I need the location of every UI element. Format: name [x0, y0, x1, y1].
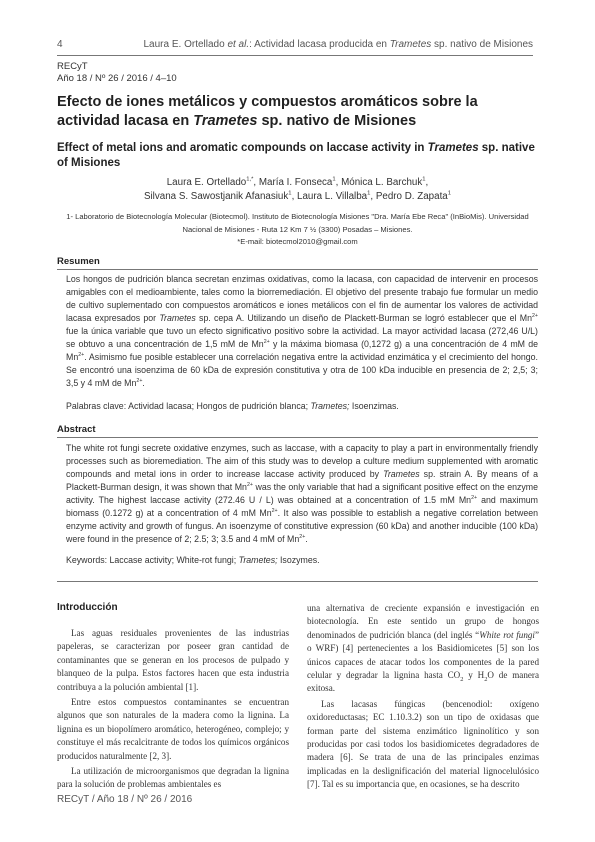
- resumen-sup: 2+: [263, 339, 270, 346]
- keywords-genus: Trametes;: [310, 401, 350, 411]
- intro-sub: 2: [484, 675, 488, 683]
- author-name: Silvana S. Sawostjanik Afanasiuk: [143, 191, 289, 202]
- page-footer: RECyT / Año 18 / Nº 26 / 2016: [57, 794, 193, 805]
- abstract-body: [66, 442, 538, 546]
- resumen-genus: Trametes: [159, 313, 196, 323]
- title-en-before: Effect of metal ions and aromatic compounds on laccase activity in: [57, 142, 428, 154]
- intro-paragraph: La utilización de microorganismos que degradan la lignina para la solución de problemas ambientales es: [57, 766, 289, 790]
- keywords-text: Isoenzimas.: [349, 401, 399, 411]
- author-sup: 1: [447, 190, 452, 197]
- abstract-text: was the only variable that had a significant positive effect on the enzyme activity. The highest laccase activity (272.46 U / L) was obtained at a concentration of 1.5 mM Mn: [66, 482, 539, 505]
- author-sup: 1: [367, 190, 371, 197]
- abstract-rule: [57, 437, 538, 438]
- abstract-text: and maximum biomass (0.1272 g) at a concentration of 4 mM Mn: [66, 495, 539, 518]
- journal-issue: Año 18 / Nº 26 / 2016 / 4–10: [57, 73, 177, 84]
- page-number: 4: [57, 39, 63, 50]
- keywords-text: Palabras clave: Actividad lacasa; Hongos de pudrición blanca;: [66, 401, 311, 411]
- running-header-prefix: Laura E. Ortellado: [143, 39, 228, 50]
- author-line-1: Laura E. Ortellado$^{1,*}$, María I. Fonseca$^1$, Mónica L. Barchuk$^1$,: [166, 176, 429, 188]
- resumen-text: fue la única variable que tuvo un efecto significativo positivo sobre la actividad. La mayor actividad lacasa (272,46 U/L) se obtuvo a una concentración de 1,5 mM de Mn: [66, 326, 538, 349]
- keywords: [66, 554, 538, 566]
- resumen-text: .: [142, 378, 145, 388]
- author-name: Laura E. Ortellado: [166, 177, 247, 188]
- running-header-suffix: sp. nativo de Misiones: [431, 39, 533, 50]
- intro-left-column: [57, 602, 289, 794]
- abstract-sup: 2+: [299, 534, 306, 541]
- title-english: [57, 141, 537, 171]
- title-en-genus: Trametes: [427, 142, 479, 154]
- intro-text: ” o WRF) [4] pertenecientes a los Basidiomicetes [5] son los únicos capaces de atacar todos los componentes de la pared celular y degradar la lignina hasta CO: [307, 629, 539, 681]
- running-header-etal: et al.: [227, 39, 250, 50]
- abstract-sup: 2+: [471, 495, 478, 502]
- intro-text: una alternativa de creciente expansión e investigación en biotecnología. En este sentido un grupo de hongos denominados de pudrición blanca (del inglés “: [307, 603, 539, 640]
- author-sup: 1: [332, 176, 336, 183]
- affiliation-text: 1- Laboratorio de Biotecnología Molecular (Biotecmol). Instituto de Biotecnología Misiones "Dra. María Ebe Reca" (InBioMis). Universidad Nacional de Misiones - Ruta 12 Km 7 ½ (3300) Posadas – Misiones.: [66, 212, 529, 234]
- running-header: [144, 39, 534, 50]
- abstract-bottom-rule: [57, 581, 538, 582]
- abstract-text: sp. strain A. By means of a Plackett-Burman design, it was shown that Mn: [66, 469, 538, 492]
- author-name: Pedro D. Zapata: [375, 191, 448, 202]
- abstract-text: .: [305, 534, 308, 544]
- intro-heading: Introducción: [57, 602, 118, 613]
- resumen-sup: 2+: [78, 352, 85, 359]
- author-sup: 1: [422, 176, 426, 183]
- intro-paragraph: Las lacasas fúngicas (bencenodiol: oxígeno oxidoreductasas; EC 1.10.3.2) son un tipo de oxidasas que forman parte del sistema enzimático ligninolítico y son producidas por casi todos los basidiomicetes degradadores de madera [6]. Se trata de una de las principales enzimas implicadas en la deslignificación del material lignocelulósico [7]. Tal es su importancia que, en ocasiones, se ha descrito: [307, 698, 539, 790]
- abstract-sup: 2+: [246, 482, 253, 489]
- resumen-sup: 2+: [531, 313, 538, 320]
- title-es-before: Efecto de iones metálicos y compuestos aromáticos sobre la actividad lacasa en: [57, 94, 478, 129]
- author-name: María I. Fonseca: [258, 177, 333, 188]
- running-header-genus: Trametes: [389, 39, 432, 50]
- abstract-text: . It also was possible to establish a negative correlation between enzyme activity and growth of fungus. An isoenzyme of constitutive expression (60 kDa) and another inducible (100 kDa) were found in the presence of 2; 2.5; 3; 3.5 and 4 mM of Mn: [66, 508, 539, 544]
- corresponding-email: *E-mail: biotecmol2010@gmail.com: [237, 237, 358, 246]
- keywords-genus: Trametes;: [238, 555, 278, 565]
- intro-right-column: [307, 602, 539, 794]
- abstract-heading: Abstract: [57, 424, 96, 435]
- resumen-body: [66, 273, 538, 390]
- intro-paragraph: [307, 602, 539, 696]
- resumen-text: Los hongos de pudrición blanca secretan enzimas oxidativas, como la lacasa, con capacidad de intervenir en procesos amigables con el medioambiente, tales como la biorremediación. El objetivo del presente trabajo fue formular un medio de cultivo suplementado con compuestos aromáticos e iones metálicos con el fin de aumentar los valores de actividad lacasa expresados por: [66, 274, 538, 323]
- author-list: [57, 176, 538, 204]
- abstract-text: The white rot fungi secrete oxidative enzymes, such as laccase, with a capacity to play a part in environmentally friendly processes such as bioremediation. The aim of this study was to develop a culture medium supplemented with aromatic compounds and metal ions in order to increase laccase activity produced by: [66, 443, 538, 479]
- journal-info: [57, 61, 177, 85]
- title-es-after: sp. nativo de Misiones: [257, 113, 417, 129]
- running-header-mid: : Actividad lacasa producida en: [249, 39, 390, 50]
- resumen-rule: [57, 269, 538, 270]
- keywords-text: Keywords: Laccase activity; White-rot fungi;: [66, 555, 239, 565]
- title-es-genus: Trametes: [193, 113, 258, 129]
- resumen-text: sp. cepa A. Utilizando un diseño de Plackett-Burman se logró establecer que el Mn: [195, 313, 532, 323]
- intro-text: O de manera exitosa.: [307, 670, 539, 694]
- intro-paragraph: Las aguas residuales provenientes de las industrias papeleras, se caracterizan por poseer gran cantidad de contaminantes que se generan en los procesos de pulpado y blanqueo de la pulpa. Estos factores hacen que esta industria contribuya a la polución ambiental [1].: [57, 628, 289, 692]
- affiliation: [57, 211, 538, 249]
- title-en-after: sp. native of Misiones: [57, 142, 535, 169]
- author-sup: 1,*: [246, 176, 254, 183]
- author-sup: 1: [288, 190, 292, 197]
- keywords-text: Isozymes.: [277, 555, 320, 565]
- abstract-sup: 2+: [271, 508, 278, 515]
- journal-name: RECyT: [57, 61, 88, 72]
- resumen-text: y la máxima biomasa (0,1272 g) a una concentración de 4 mM de Mn: [66, 339, 538, 362]
- header-rule: [57, 55, 533, 56]
- abstract-genus: Trametes: [383, 469, 420, 479]
- resumen-text: . Asimismo fue posible establecer una correlación negativa entre la actividad enzimática y el crecimiento del hongo. Se encontró una isoenzima de 60 kDa de expresión constitutiva y otra de 100 kDa inducible en presencia de 2; 2,5; 3; 3,5 y 4 mM de Mn: [66, 352, 538, 388]
- author-name: Laura L. Villalba: [297, 191, 368, 202]
- palabras-clave: [66, 400, 538, 412]
- intro-text: y H: [463, 670, 485, 681]
- resumen-sup: 2+: [136, 378, 143, 385]
- resumen-heading: Resumen: [57, 256, 100, 267]
- author-line-2: Silvana S. Sawostjanik Afanasiuk$^1$, Laura L. Villalba$^1$, Pedro D. Zapata$^1$: [143, 190, 452, 202]
- title-spanish: [57, 93, 537, 131]
- intro-sub: 2: [460, 675, 464, 683]
- author-name: Mónica L. Barchuk: [341, 177, 423, 188]
- intro-paragraph: Entre estos compuestos contaminantes se encuentran algunos que son naturales de la madera como la lignina. La lignina es un biopolímero aromático, heterogéneo, complejo; y constituye el más recalcitrante de todos los químicos orgánicos producidos naturalmente [2, 3].: [57, 697, 289, 761]
- intro-italic: White rot fungi: [479, 629, 535, 640]
